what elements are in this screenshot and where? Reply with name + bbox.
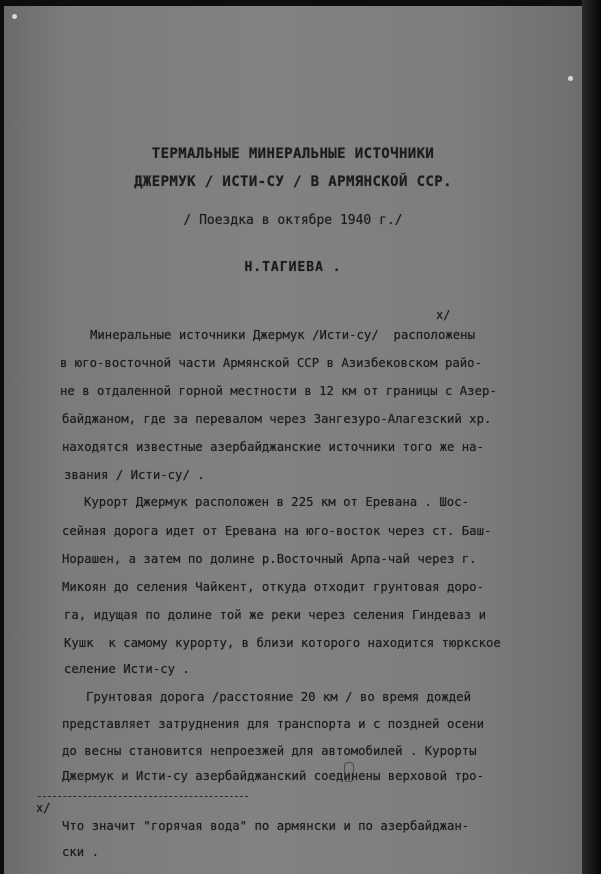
footnote-line: Что значит "горячая вода" по армянски и по азербайджан- bbox=[62, 819, 470, 833]
subtitle: / Поездка в октябре 1940 г./ bbox=[183, 213, 403, 228]
body-line: Микоян до селения Чайкент, откуда отходит грунтовая доро- bbox=[62, 580, 484, 594]
body-line: Кушк к самому курорту, в близи которого находится тюркское bbox=[64, 636, 501, 650]
body-line: га, идущая по долине той же реки через селения Гиндеваз и bbox=[64, 608, 486, 622]
body-line: в юго-восточной части Армянской ССР в Азизбековском райо- bbox=[60, 356, 482, 370]
author: Н.ТАГИЕВА . bbox=[244, 260, 342, 275]
body-line: не в отдаленной горной местности в 12 км от границы с Азер- bbox=[60, 384, 497, 398]
footnote-reference-mark: x/ bbox=[436, 308, 451, 322]
footnote-line: ски . bbox=[62, 845, 100, 859]
body-line: Джермук и Исти-су азербайджанский соединены верховой тро- bbox=[62, 769, 484, 783]
body-line: Грунтовая дорога /расстояние 20 км / во время дождей bbox=[86, 690, 471, 704]
punch-hole-dot bbox=[12, 14, 17, 19]
body-line: Курорт Джермук расположен в 225 км от Еревана . Шос- bbox=[84, 495, 469, 509]
title-line-1: ТЕРМАЛЬНЫЕ МИНЕРАЛЬНЫЕ ИСТОЧНИКИ bbox=[151, 146, 435, 162]
document-page bbox=[4, 6, 582, 874]
footnote-marker: x/ bbox=[36, 801, 51, 815]
body-line: звания / Исти-су/ . bbox=[64, 468, 205, 482]
punch-hole-dot bbox=[568, 76, 573, 81]
body-line: сейная дорога идет от Еревана на юго-восток через ст. Баш- bbox=[62, 524, 492, 538]
title-line-2: ДЖЕРМУК / ИСТИ-СУ / В АРМЯНСКОЙ ССР. bbox=[134, 174, 452, 190]
body-line: до весны становится непроезжей для автомобилей . Курорты bbox=[62, 744, 477, 758]
body-line: Минеральные источники Джермук /Исти-су/ расположены bbox=[90, 328, 475, 342]
body-line: селение Исти-су . bbox=[64, 662, 190, 676]
body-line: байджаном, где за перевалом через Зангезуро-Алагезский хр. bbox=[62, 412, 492, 426]
body-line: находятся известные азербайджанские источники того же на- bbox=[62, 440, 484, 454]
scan-edge-shadow bbox=[582, 0, 601, 874]
body-line: представляет затруднения для транспорта и с поздней осени bbox=[62, 717, 484, 731]
footnote-divider bbox=[38, 796, 248, 797]
body-line: Норашен, а затем по долине р.Восточный Арпа-чай через г. bbox=[62, 552, 477, 566]
ink-mark bbox=[344, 762, 354, 782]
